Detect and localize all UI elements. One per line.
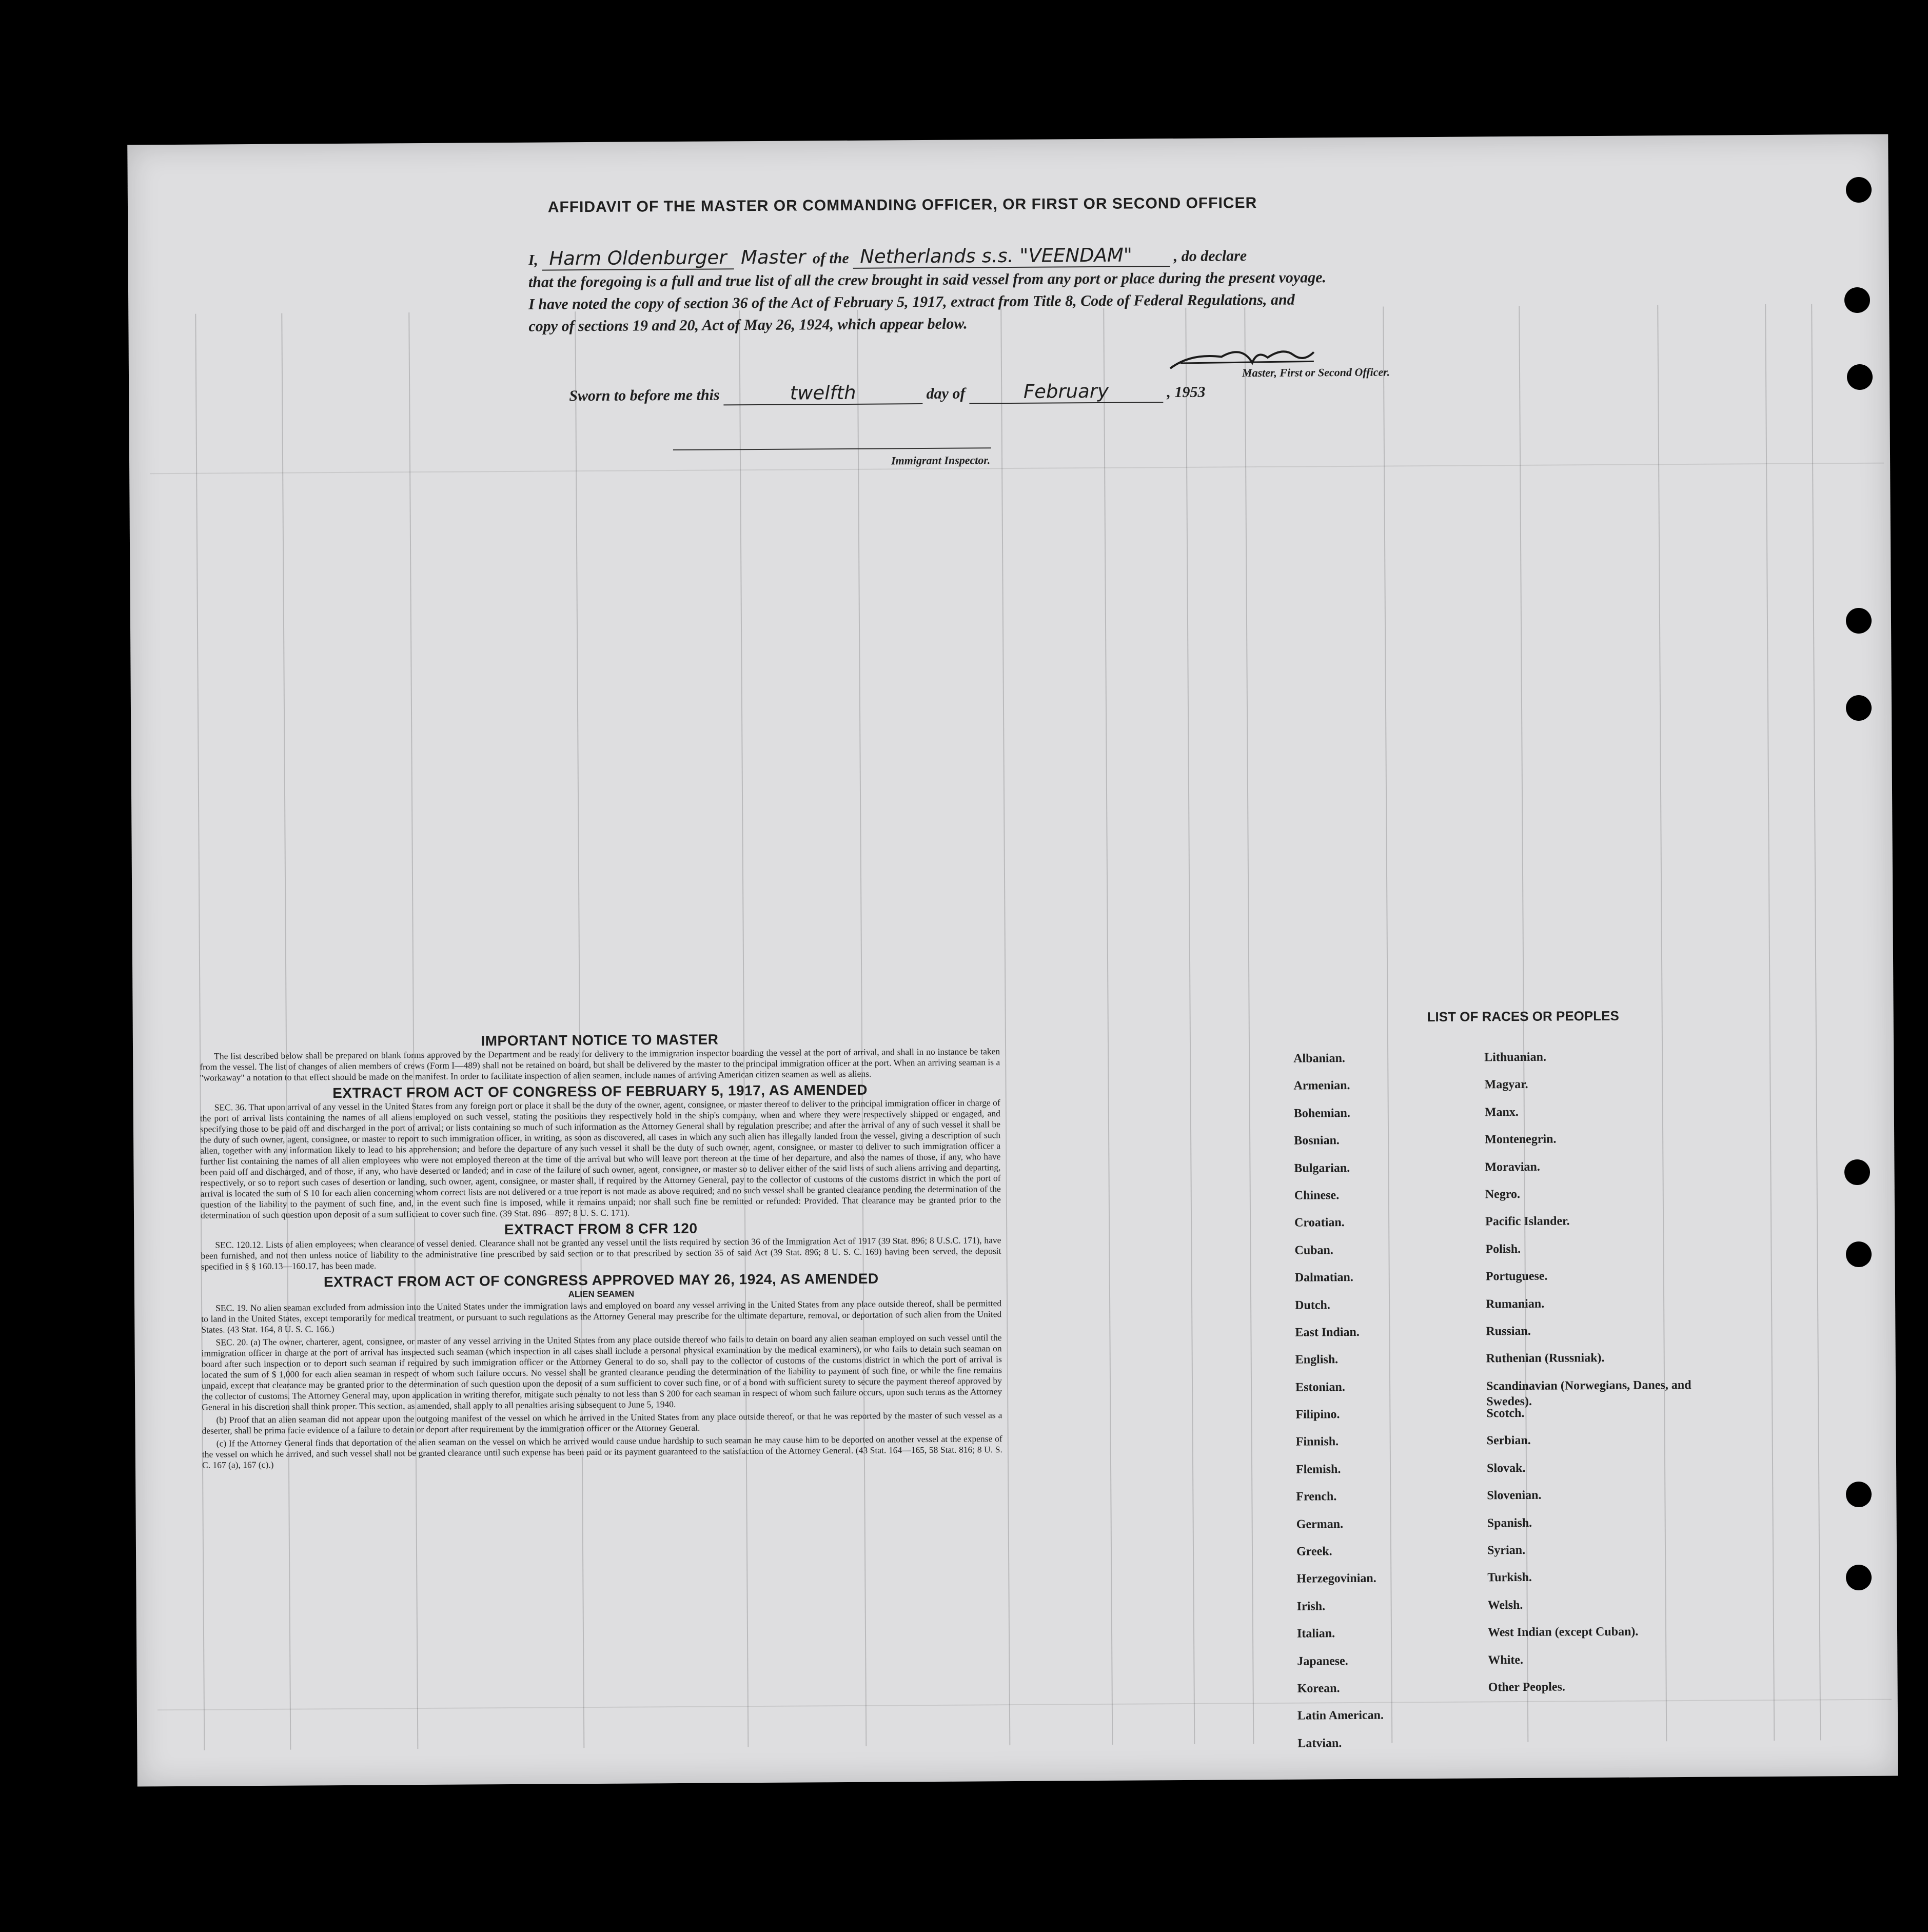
sworn-year: , 1953 bbox=[1167, 383, 1206, 401]
extract-1924-title: EXTRACT FROM ACT OF CONGRESS APPROVED MAY 26, 1924, AS AMENDED bbox=[323, 1270, 879, 1290]
vessel-field: Netherlands s.s. "VEENDAM" bbox=[853, 244, 1170, 269]
declaration-line-4: copy of sections 19 and 20, Act of May 26, 1924, which appear below. bbox=[528, 315, 968, 335]
punch-hole bbox=[1846, 608, 1872, 634]
race-item: Scotch. bbox=[1486, 1407, 1525, 1421]
race-item: Flemish. bbox=[1295, 1462, 1341, 1476]
race-item: Slovak. bbox=[1486, 1461, 1526, 1475]
manifest-sheet bbox=[127, 134, 1898, 1787]
day-of-label: day of bbox=[926, 385, 966, 403]
race-item: German. bbox=[1296, 1517, 1344, 1531]
race-item: Pacific Islander. bbox=[1485, 1214, 1570, 1229]
race-item: Dalmatian. bbox=[1294, 1271, 1353, 1285]
race-item: Dutch. bbox=[1295, 1298, 1330, 1312]
race-item: Italian. bbox=[1296, 1627, 1335, 1641]
notice-body: The list described below shall be prepared on blank forms approved by the Department and be ready for delivery to the immigration inspector boarding the vessel at the port of arrival, and shall in no instance be taken from the vessel. The list of changes of alien members of crews (Form I—489) shall not be retained on board, but shall be delivered by the master to the principal immigration officer at the port. When an arriving seaman is a "workaway" a notation to that effect should be made on the manifest. In order to facilitate inspection of alien seamen, include names of arriving American citizen seamen as well as aliens. bbox=[200, 1046, 1000, 1083]
race-item: Estonian. bbox=[1295, 1380, 1345, 1394]
extract-cfr-body: SEC. 120.12. Lists of alien employees; when clearance of vessel denied. Clearance shall not be granted any vessel until the lists required by section 36 of the Immigration Act of 1917 (39 Stat. 896; 8 U.S.C. 171), have been furnished, and not then unless notice of liability to the administrative fine prescribed by said section or to that prescribed by section 35 of said Act (39 Stat. 896; 8 U. S. C. 169) having been served, the deposit specified in § § 160.13—160.17, has been made. bbox=[201, 1235, 1001, 1272]
extract-1917-title: EXTRACT FROM ACT OF CONGRESS OF FEBRUARY 5, 1917, AS AMENDED bbox=[332, 1081, 868, 1101]
extract-1924-subtitle: ALIEN SEAMEN bbox=[568, 1289, 635, 1299]
race-item: Greek. bbox=[1296, 1545, 1332, 1559]
race-item: Serbian. bbox=[1486, 1434, 1531, 1448]
master-name-field: Harm Oldenburger bbox=[542, 246, 734, 270]
race-item: East Indian. bbox=[1295, 1325, 1360, 1339]
declaration-line-2: that the foregoing is a full and true list of all the crew brought in said vessel from any port or place during the present voyage. bbox=[528, 269, 1327, 291]
race-item: Croatian. bbox=[1294, 1216, 1345, 1230]
punch-hole bbox=[1847, 364, 1873, 390]
legal-notices bbox=[200, 1027, 1002, 1473]
rank-field: Master bbox=[740, 246, 806, 269]
punch-hole bbox=[1846, 1241, 1872, 1267]
column-rule bbox=[1185, 308, 1195, 1744]
race-item: Moravian. bbox=[1485, 1160, 1540, 1174]
declaration-intro: I, bbox=[528, 251, 538, 269]
race-item: Slovenian. bbox=[1487, 1488, 1542, 1503]
column-rule bbox=[1811, 304, 1821, 1740]
race-item: Chinese. bbox=[1294, 1189, 1340, 1202]
affidavit-title: AFFIDAVIT OF THE MASTER OR COMMANDING OFFICER, OR FIRST OR SECOND OFFICER bbox=[547, 194, 1257, 216]
race-item: Welsh. bbox=[1487, 1598, 1523, 1612]
do-declare-label: , do declare bbox=[1173, 247, 1247, 265]
notice-title: IMPORTANT NOTICE TO MASTER bbox=[481, 1031, 719, 1049]
race-item: Lithuanian. bbox=[1484, 1050, 1546, 1064]
races-list-left bbox=[1293, 1051, 1384, 1763]
declaration bbox=[528, 241, 1616, 338]
race-item: Other Peoples. bbox=[1488, 1680, 1565, 1694]
punch-hole bbox=[1846, 1482, 1872, 1507]
race-item: Bohemian. bbox=[1293, 1106, 1350, 1120]
race-item: Portuguese. bbox=[1485, 1269, 1548, 1284]
column-rule bbox=[1103, 308, 1113, 1745]
inspector-signature-line bbox=[673, 447, 991, 450]
column-rule bbox=[1000, 309, 1010, 1745]
punch-hole bbox=[1846, 177, 1872, 203]
race-item: Spanish. bbox=[1487, 1516, 1532, 1530]
race-item: Manx. bbox=[1484, 1105, 1519, 1119]
race-item: Negro. bbox=[1485, 1187, 1521, 1201]
punch-hole bbox=[1846, 695, 1872, 721]
inspector-caption: Immigrant Inspector. bbox=[891, 454, 991, 467]
extract-1917-body: SEC. 36. That upon arrival of any vessel in the United States from any foreign port or place it shall be the duty of the owner, agent, consignee, or master thereof to deliver to the principal immigration officer in charge of the port of arrival lists containing the names of all aliens employed on such vessel, stating the positions they respectively hold in the ship's company, when and where they were respectively shipped or engaged, and specifying those to be paid off and discharged in the port of arrival; or lists containing so much of such information as the Attorney General shall by regulation prescribe; and after the arrival of any of such vessel it shall be the duty of such owner, agent, consignee, or master to report to such immigration officer, in writing, as soon as discovered, all cases in which any such alien has illegally landed from the vessel, giving a description of such alien, together with any information likely to lead to his apprehension; and before the departure of any such vessel it shall be the duty of such owner, agent, consignee, or master to deliver to such immigration officer a further list containing the names of all alien employees who were not employed thereon at the time of the arrival but who will leave port thereon at the time of her departure, and also the names of those, if any, who have been paid off and discharged, and of those, if any, who have deserted or landed; and in case of the failure of such owner, agent, consignee, or master so to deliver either of the said lists of such aliens arriving and departing, respectively, or so to report such cases of desertion or landing, such owner, agent, consignee, or master shall, if required by the Attorney General, pay to the collector of customs of the customs district in which the port of arrival is located the sum of $ 10 for each alien concerning whom correct lists are not delivered or a true report is not made as above required; and no such vessel shall be granted clearance pending the determination of the question of the liability to the payment of such fine, and, in the event such fine is imposed, while it remains unpaid; nor shall such fine be remitted or refunded: Provided. That clearance may be granted prior to the determination of such question upon deposit of a sum sufficient to cover such fine. (39 Stat. 896—897; 8 U. S. C. 171). bbox=[200, 1097, 1001, 1220]
race-item: Herzegovinian. bbox=[1296, 1572, 1376, 1586]
race-item: Bosnian. bbox=[1294, 1134, 1340, 1148]
race-item: Bulgarian. bbox=[1294, 1161, 1350, 1175]
race-item: Filipino. bbox=[1295, 1408, 1340, 1422]
master-caption: Master, First or Second Officer. bbox=[1242, 365, 1390, 380]
race-item: Albanian. bbox=[1293, 1052, 1345, 1066]
sworn-month-field: February bbox=[969, 380, 1163, 404]
race-item: Rumanian. bbox=[1486, 1297, 1545, 1311]
extract-1924-sec20a: SEC. 20. (a) The owner, charterer, agent, consignee, or master of any vessel arriving in the United States from any place outside thereof who fails to detain on board any alien seaman employed on such vessel until the immigration officer in charge at the port of arrival has inspected such seaman (which inspection in all cases shall include a personal physical examination by the medical examiners), or who fails to detain such seaman on board after such inspection or to deport such seaman if required by such immigration officer or the Attorney General to do so, shall pay to the collector of customs of the customs district in which the port of arrival is located the sum of $ 1,000 for each alien seaman in respect of whom such failure occurs. No vessel shall be granted clearance pending the determination of the liability to payment of such fine, or while the fine remains unpaid, except that clearance may be granted prior to the determination of such question upon the deposit of a sum sufficient to cover such fine, or of a bond with sufficient surety to secure the payment thereof approved by the collector of customs. The Attorney General may, upon application in writing therefor, mitigate such penalty to not less than $ 200 for each seaman in respect of whom such failure occurs, upon such terms as the Attorney General in his discretion shall think proper. This section, as amended, shall apply to all penalties arising subsequent to June 5, 1940. bbox=[201, 1332, 1002, 1412]
race-item: English. bbox=[1295, 1353, 1339, 1367]
race-item: Turkish. bbox=[1487, 1571, 1532, 1585]
race-item: Armenian. bbox=[1293, 1079, 1350, 1093]
sworn-prefix: Sworn to before me this bbox=[569, 386, 720, 405]
races-title: LIST OF RACES OR PEOPLES bbox=[1427, 1008, 1619, 1025]
extract-1924-sec20c: (c) If the Attorney General finds that deportation of the alien seaman on the vessel on which he arrived would cause undue hardship to such seaman he may cause him to be deported on another vessel at the expense of the vessel on which he arrived, and such vessel shall not be granted clearance until such expense has been paid or its payment guaranteed to the satisfaction of the Attorney General. (43 Stat. 164—165, 58 Stat. 816; 8 U. S. C. 167 (a), 167 (c).) bbox=[202, 1433, 1002, 1470]
extract-1924-sec19: SEC. 19. No alien seaman excluded from admission into the United States under the immigration laws and employed on board any vessel arriving in the United States from any place outside thereof, shall be permitted to land in the United States, except temporarily for medical treatment, or pursuant to such regulations as the Attorney General may prescribe for the ultimate departure, removal, or deportation of such alien from the United States. (43 Stat. 164, 8 U. S. C. 166.) bbox=[201, 1298, 1002, 1335]
punch-hole bbox=[1846, 1565, 1872, 1590]
of-the-label: of the bbox=[812, 249, 849, 267]
race-item: Japanese. bbox=[1297, 1654, 1348, 1668]
declaration-line-3: I have noted the copy of section 36 of the Act of February 5, 1917, extract from Title 8, Code of Federal Regulations, and bbox=[528, 291, 1295, 313]
race-item: Russian. bbox=[1486, 1324, 1531, 1338]
race-item: Finnish. bbox=[1295, 1435, 1339, 1449]
extract-cfr-title: EXTRACT FROM 8 CFR 120 bbox=[504, 1220, 698, 1238]
race-item: Montenegrin. bbox=[1485, 1132, 1557, 1147]
race-item: Polish. bbox=[1485, 1242, 1521, 1256]
race-item: Ruthenian (Russniak). bbox=[1486, 1351, 1605, 1366]
sworn-line bbox=[569, 378, 1544, 407]
race-item: White. bbox=[1488, 1653, 1524, 1667]
race-item: Scandinavian (Norwegians, Danes, and Swedes). bbox=[1486, 1378, 1691, 1409]
race-item: Latin American. bbox=[1297, 1708, 1384, 1723]
race-item: Irish. bbox=[1296, 1600, 1326, 1613]
sworn-day-field: twelfth bbox=[723, 381, 922, 405]
race-item: Latvian. bbox=[1297, 1736, 1342, 1750]
race-item: Syrian. bbox=[1487, 1543, 1526, 1558]
race-item: French. bbox=[1296, 1490, 1337, 1504]
race-item: Korean. bbox=[1297, 1682, 1340, 1696]
race-item: Magyar. bbox=[1484, 1078, 1528, 1092]
race-item: West Indian (except Cuban). bbox=[1487, 1625, 1639, 1640]
punch-hole bbox=[1844, 1159, 1870, 1185]
column-rule bbox=[1244, 307, 1254, 1744]
column-rule bbox=[1765, 304, 1775, 1741]
extract-1924-sec20b: (b) Proof that an alien seaman did not appear upon the outgoing manifest of the vessel on which he arrived in the United States from any place outside thereof, or that he was reported by the master of such vessel as a deserter, shall be prima facie evidence of a failure to detain or deport after requirement by the immigration officer or the Attorney General. bbox=[202, 1410, 1002, 1436]
races-list-right bbox=[1484, 1049, 1704, 1707]
race-item: Cuban. bbox=[1294, 1243, 1333, 1257]
punch-hole bbox=[1844, 287, 1870, 313]
